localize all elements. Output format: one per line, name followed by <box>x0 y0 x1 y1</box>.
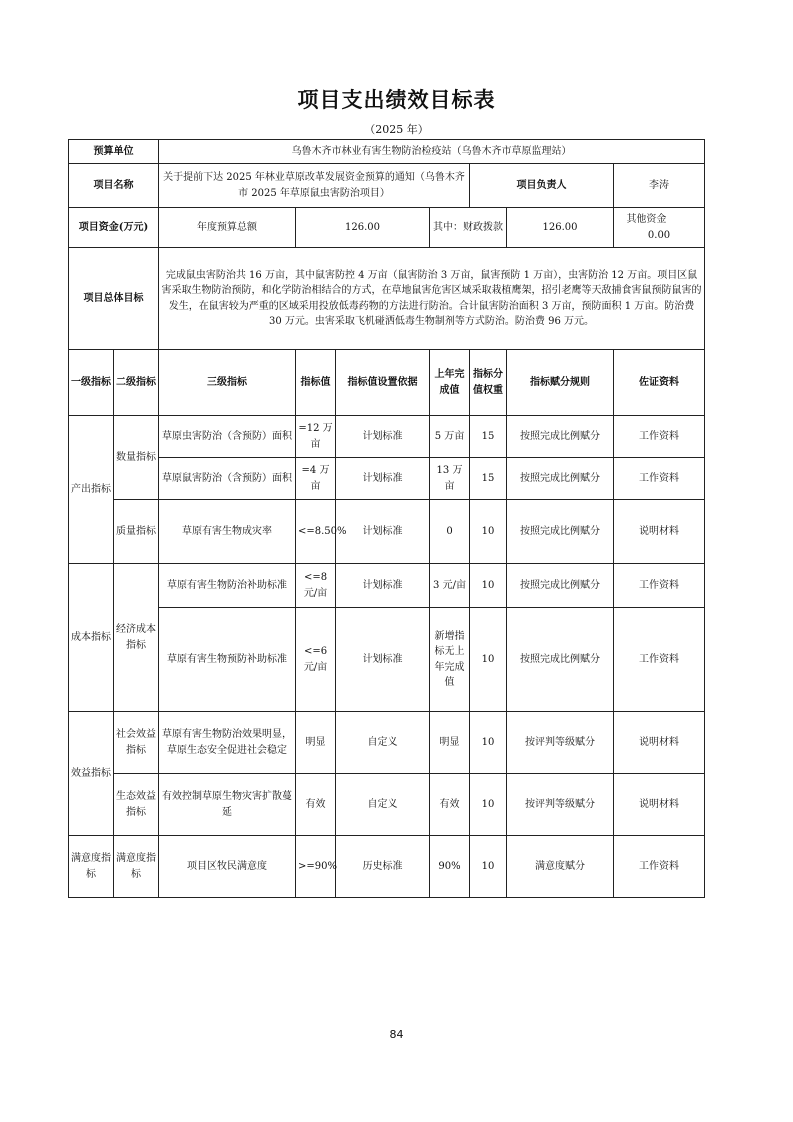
indicator-last-year: 3 元/亩 <box>430 564 470 608</box>
indicator-evidence: 工作资料 <box>614 836 705 898</box>
indicator-name: 草原有害生物预防补助标准 <box>159 608 296 712</box>
table-row <box>69 774 705 836</box>
indicator-rule: 按评判等级赋分 <box>507 712 614 774</box>
indicator-basis: 历史标准 <box>336 836 430 898</box>
indicator-evidence: 说明材料 <box>614 500 705 564</box>
indicator-last-year: 13 万亩 <box>430 458 470 500</box>
indicator-weight: 10 <box>470 774 507 836</box>
budget-unit-row <box>69 140 705 164</box>
header-level3: 三级指标 <box>159 350 296 416</box>
header-level1: 一级指标 <box>69 350 114 416</box>
funds-label: 项目资金(万元) <box>69 208 159 248</box>
indicator-basis: 自定义 <box>336 774 430 836</box>
group-satisfaction: 满意度指标 <box>69 836 114 898</box>
indicator-basis: 计划标准 <box>336 416 430 458</box>
table-row <box>69 836 705 898</box>
indicator-basis: 计划标准 <box>336 564 430 608</box>
indicator-name: 草原虫害防治（含预防）面积 <box>159 416 296 458</box>
indicator-last-year: 明显 <box>430 712 470 774</box>
header-value: 指标值 <box>296 350 336 416</box>
group-ecological-benefit: 生态效益指标 <box>114 774 159 836</box>
indicator-name: 草原有害生物成灾率 <box>159 500 296 564</box>
indicator-weight: 10 <box>470 500 507 564</box>
header-rule: 指标赋分规则 <box>507 350 614 416</box>
indicator-value: =4 万亩 <box>296 458 336 500</box>
indicator-name: 草原鼠害防治（含预防）面积 <box>159 458 296 500</box>
header-evidence: 佐证资料 <box>614 350 705 416</box>
group-quality: 质量指标 <box>114 500 159 564</box>
group-social-benefit: 社会效益指标 <box>114 712 159 774</box>
other-funds-cell <box>614 208 705 248</box>
table-row <box>69 458 705 500</box>
table-row <box>69 500 705 564</box>
page-number: 84 <box>389 1028 404 1041</box>
indicator-rule: 按照完成比例赋分 <box>507 500 614 564</box>
indicator-rule: 按评判等级赋分 <box>507 774 614 836</box>
indicator-weight: 10 <box>470 836 507 898</box>
table-row <box>69 564 705 608</box>
indicator-last-year: 0 <box>430 500 470 564</box>
header-last-year: 上年完成值 <box>430 350 470 416</box>
group-output: 产出指标 <box>69 416 114 564</box>
table-row <box>69 712 705 774</box>
indicator-evidence: 工作资料 <box>614 608 705 712</box>
group-cost: 成本指标 <box>69 564 114 712</box>
header-weight: 指标分值权重 <box>470 350 507 416</box>
annual-budget-value: 126.00 <box>296 208 430 248</box>
budget-unit-label: 预算单位 <box>69 140 159 164</box>
indicator-name: 草原有害生物防治补助标准 <box>159 564 296 608</box>
indicator-rule: 按照完成比例赋分 <box>507 608 614 712</box>
indicator-rule: 按照完成比例赋分 <box>507 416 614 458</box>
indicator-value: 有效 <box>296 774 336 836</box>
group-satisfaction-sub: 满意度指标 <box>114 836 159 898</box>
annual-budget-label: 年度预算总额 <box>159 208 296 248</box>
table-row <box>69 416 705 458</box>
indicator-weight: 10 <box>470 564 507 608</box>
indicator-evidence: 工作资料 <box>614 458 705 500</box>
fiscal-value: 126.00 <box>507 208 614 248</box>
indicator-value: 明显 <box>296 712 336 774</box>
indicator-value: <=8.50% <box>296 500 336 564</box>
indicator-weight: 10 <box>470 712 507 774</box>
overall-goal-row <box>69 248 705 350</box>
overall-goal-text: 完成鼠虫害防治共 16 万亩，其中鼠害防控 4 万亩（鼠害防治 3 万亩，鼠害预防 1 万亩），虫害防治 12 万亩。项目区鼠害采取生物防治预防，和化学防治相结合的方式，在草地鼠害危害区域采取栽植鹰架，招引老鹰等天敌捕食害鼠预防鼠害的发生，在鼠害较为严重的区域采用投放低毒药物的方法进行防治。合计鼠害防治面积 3 万亩，预防面积 1 万亩。防治费 30 万元。虫害采取飞机碰洒低毒生物制剂等方式防治。防治费 96 万元。 <box>159 248 705 350</box>
indicator-value: >=90% <box>296 836 336 898</box>
indicator-last-year: 5 万亩 <box>430 416 470 458</box>
page-title: 项目支出绩效目标表 <box>297 88 496 112</box>
funds-row <box>69 208 705 248</box>
indicator-name: 草原有害生物防治效果明显，草原生态安全促进社会稳定 <box>159 712 296 774</box>
indicator-last-year: 新增指标无上年完成值 <box>430 608 470 712</box>
indicator-value: <=8 元/亩 <box>296 564 336 608</box>
indicator-last-year: 90% <box>430 836 470 898</box>
overall-goal-label: 项目总体目标 <box>69 248 159 350</box>
indicator-rule: 满意度赋分 <box>507 836 614 898</box>
leader-label: 项目负责人 <box>470 164 614 208</box>
group-quantity: 数量指标 <box>114 416 159 500</box>
indicator-name: 项目区牧民满意度 <box>159 836 296 898</box>
other-funds-label: 其他资金 <box>626 214 667 225</box>
project-name-value: 关于提前下达 2025 年林业草原改革发展资金预算的通知（乌鲁木齐市 2025 年草原鼠虫害防治项目） <box>159 164 470 208</box>
indicator-weight: 15 <box>470 416 507 458</box>
indicator-last-year: 有效 <box>430 774 470 836</box>
year-label: （2025 年） <box>364 123 429 136</box>
indicator-value: <=6 元/亩 <box>296 608 336 712</box>
indicator-rule: 按照完成比例赋分 <box>507 564 614 608</box>
project-name-label: 项目名称 <box>69 164 159 208</box>
indicator-basis: 自定义 <box>336 712 430 774</box>
indicator-basis: 计划标准 <box>336 500 430 564</box>
group-benefit: 效益指标 <box>69 712 114 836</box>
indicator-rule: 按照完成比例赋分 <box>507 458 614 500</box>
indicator-evidence: 工作资料 <box>614 564 705 608</box>
group-economic-cost: 经济成本指标 <box>114 564 159 712</box>
budget-unit-value: 乌鲁木齐市林业有害生物防治检疫站（乌鲁木齐市草原监理站） <box>159 140 705 164</box>
indicator-basis: 计划标准 <box>336 608 430 712</box>
performance-table <box>68 139 705 898</box>
indicator-evidence: 工作资料 <box>614 416 705 458</box>
header-basis: 指标值设置依据 <box>336 350 430 416</box>
header-level2: 二级指标 <box>114 350 159 416</box>
indicator-weight: 15 <box>470 458 507 500</box>
indicator-evidence: 说明材料 <box>614 774 705 836</box>
indicator-name: 有效控制草原生物灾害扩散蔓延 <box>159 774 296 836</box>
table-row <box>69 608 705 712</box>
indicator-evidence: 说明材料 <box>614 712 705 774</box>
fiscal-label: 其中：财政拨款 <box>430 208 507 248</box>
indicator-basis: 计划标准 <box>336 458 430 500</box>
project-name-row <box>69 164 705 208</box>
indicator-value: =12 万亩 <box>296 416 336 458</box>
indicator-header-row <box>69 350 705 416</box>
other-funds-value: 0.00 <box>647 229 671 241</box>
indicator-weight: 10 <box>470 608 507 712</box>
leader-value: 李涛 <box>614 164 705 208</box>
